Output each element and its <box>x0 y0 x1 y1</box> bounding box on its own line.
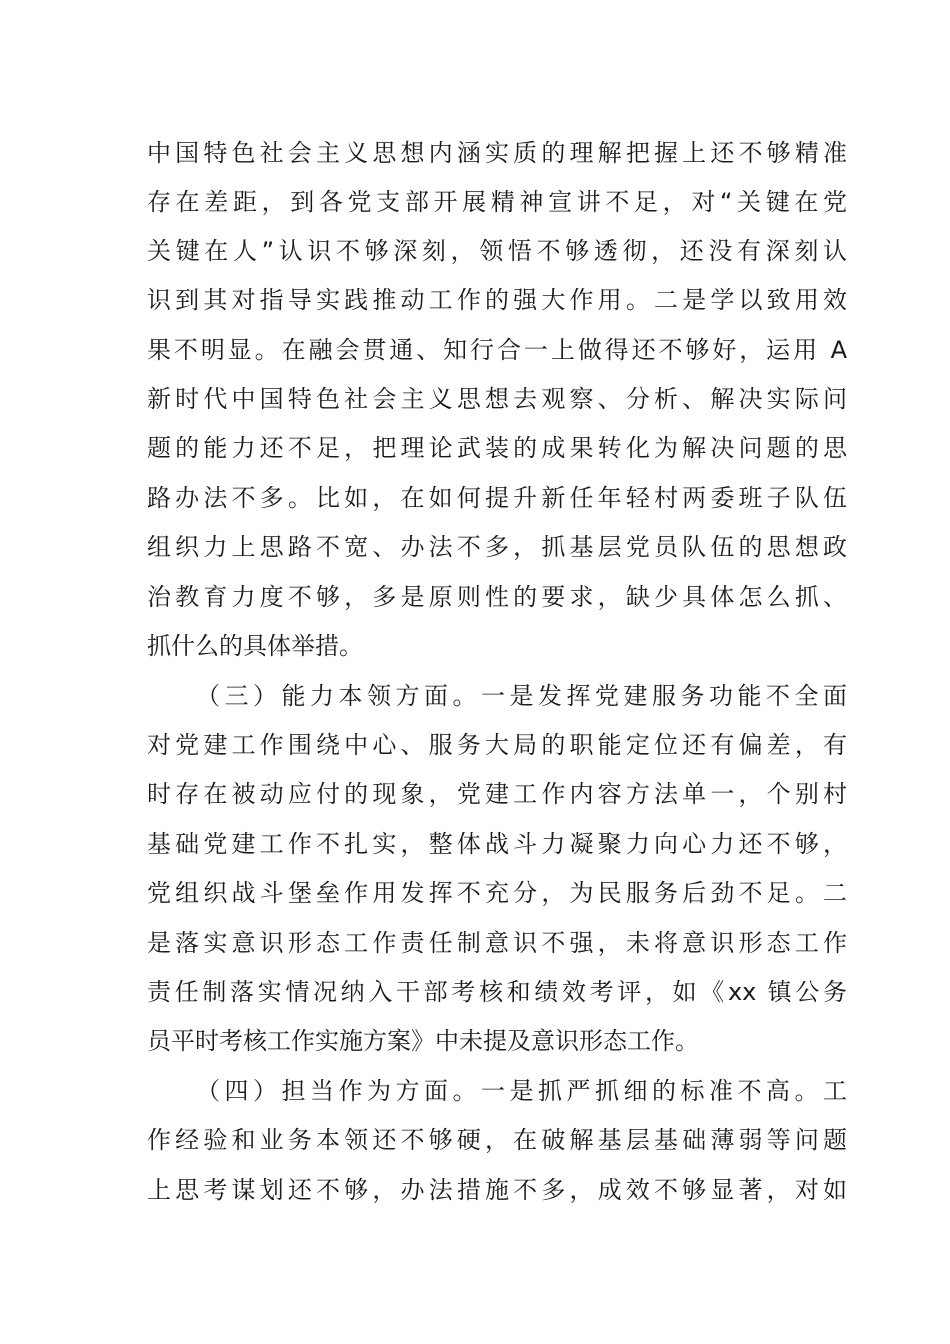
text-line: 存在差距，到各党支部开展精神宣讲不足，对“关键在党 <box>147 188 847 216</box>
text-line: 关键在人”认识不够深刻，领悟不够透彻，还没有深刻认 <box>147 237 847 265</box>
text-line: 作经验和业务本领还不够硬，在破解基层基础薄弱等问题 <box>147 1126 847 1154</box>
text-line: 抓什么的具体举措。 <box>147 632 363 660</box>
text-line: 题的能力还不足，把理论武装的成果转化为解决问题的思 <box>147 434 847 462</box>
text-line: 党组织战斗堡垒作用发挥不充分，为民服务后劲不足。二 <box>147 879 847 907</box>
text-line: 路办法不多。比如，在如何提升新任年轻村两委班子队伍 <box>147 484 847 512</box>
text-line: 员平时考核工作实施方案》中未提及意识形态工作。 <box>147 1027 699 1055</box>
text-line: 基础党建工作不扎实，整体战斗力凝聚力向心力还不够， <box>147 830 847 858</box>
text-line: 中国特色社会主义思想内涵实质的理解把握上还不够精准 <box>147 139 847 167</box>
text-line: 果不明显。在融会贯通、知行合一上做得还不够好，运用 A <box>147 336 847 364</box>
text-line: 责任制落实情况纳入干部考核和绩效考评，如《xx 镇公务 <box>147 978 847 1006</box>
text-line: 治教育力度不够，多是原则性的要求，缺少具体怎么抓、 <box>147 583 847 611</box>
section-heading-line: （三）能力本领方面。一是发挥党建服务功能不全面 <box>196 682 847 710</box>
section-heading-line: （四）担当作为方面。一是抓严抓细的标准不高。工 <box>196 1077 847 1105</box>
text-line: 识到其对指导实践推动工作的强大作用。二是学以致用效 <box>147 286 847 314</box>
text-line: 组织力上思路不宽、办法不多，抓基层党员队伍的思想政 <box>147 533 847 561</box>
text-line: 对党建工作围绕中心、服务大局的职能定位还有偏差，有 <box>147 731 847 759</box>
text-line: 是落实意识形态工作责任制意识不强，未将意识形态工作 <box>147 929 847 957</box>
text-line: 上思考谋划还不够，办法措施不多，成效不够显著，对如 <box>147 1176 847 1204</box>
text-line: 时存在被动应付的现象，党建工作内容方法单一，个别村 <box>147 780 847 808</box>
text-line: 新时代中国特色社会主义思想去观察、分析、解决实际问 <box>147 385 847 413</box>
